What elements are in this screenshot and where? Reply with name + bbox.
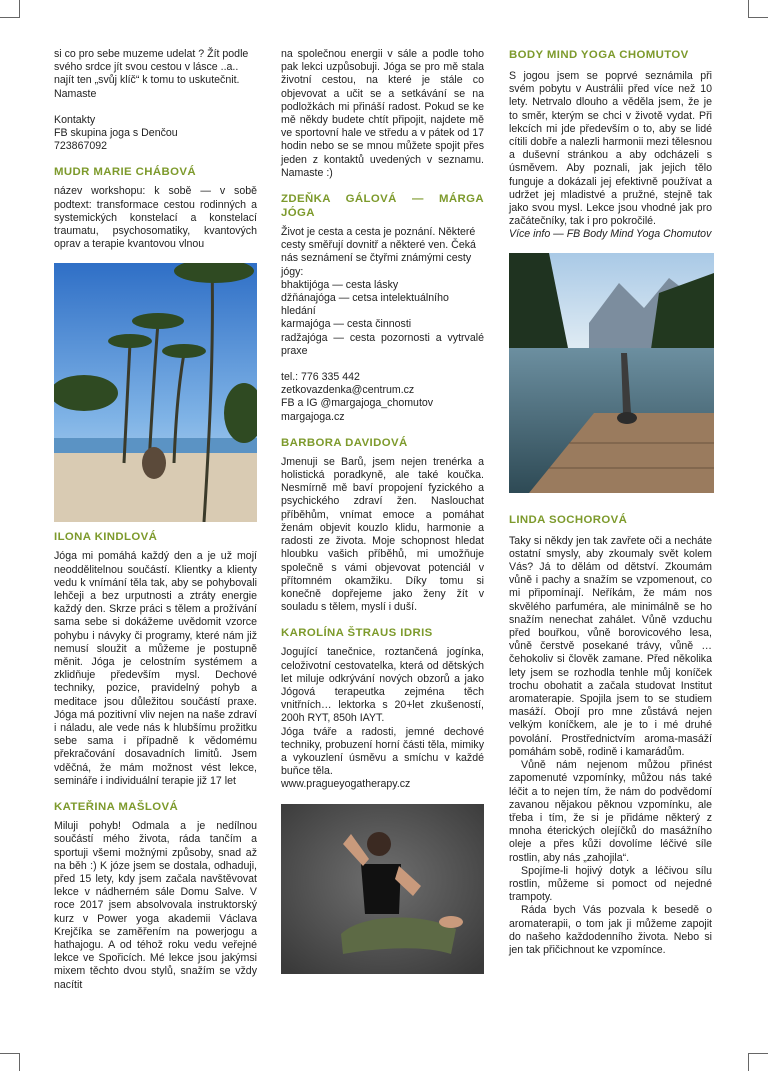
section-text-sochorova-3: Spojíme-li hojivý dotyk a léčivou sílu rostlin, můžeme si pomoct od nejedné trampoty. [509, 864, 712, 904]
column-2 [281, 48, 484, 974]
contact-web[interactable]: margajoga.cz [281, 410, 345, 423]
column-3 [509, 48, 712, 957]
section-text-davidova: Jmenuji se Barů, jsem nejen trenérka a holistická poradkyně, ale také koučka. Nesmírně mě baví propojení fyzického a psychického zdraví žen. Naslouchat příběhům, vnímat emoce a pomáhat ženám objevit kouzlo klidu, harmonie a radosti ze života. Moje schopnost hledat hloubku vašich příběhů, mi umožňuje společně s vámi objevovat potenciál v přítomném okamžiku. Díky tomu si konečně dopřejeme jako ženy žít v souladu s tělem, myslí i duší. [281, 455, 484, 614]
contacts-phone: 723867092 [54, 140, 108, 153]
section-text-body-mind-yoga: S jogou jsem se poprvé seznámila při svém pobytu v Austrálii před více než 10 lety. Netrvalo dlouho a věděla jsem, že je to směr, kterým se chci v životě vydat. Při lekcích mi jde především o to, aby se lidé cítili dobře a nalezli harmonii mezi tělesnou a duševní stránkou a aby odcházeli s úsměvem. Aby poznali, jak jejich tělo funguje a dokázali jej efektivně používat a udržet jej mladistvé a pružné, stejně tak jako svou mysl. Lekce jsou vhodné jak pro začátečníky, tak i pro pokročilé. [509, 70, 712, 228]
photo-palm-beach [54, 263, 257, 522]
yoga-path-item: bhaktijóga — cesta lásky [281, 278, 399, 291]
crop-mark [748, 1053, 749, 1071]
crop-mark [0, 17, 20, 18]
yoga-path-item: karmajóga — cesta činnosti [281, 318, 412, 331]
section-title-sochorova: LINDA SOCHOROVÁ [509, 513, 628, 526]
crop-mark [19, 0, 20, 18]
contacts-fb: FB skupina joga s Denčou [54, 127, 178, 140]
contact-phone: tel.: 776 335 442 [281, 371, 360, 384]
intro-end-text: si co pro sebe muzeme udelat ? Žít podle svého srdce jít svou cestou v lásce ..a.. najít ten „svůj klíč“ k tomu to uskutečnit. Namaste [54, 48, 249, 100]
contact-email[interactable]: zetkovazdenka@centrum.cz [281, 384, 415, 397]
yoga-path-item: džňánajóga — cetsa intelektuálního hledání [281, 292, 449, 318]
section-title-body-mind-yoga: BODY MIND YOGA CHOMUTOV [509, 49, 689, 61]
photo-yoga-pose-woman [281, 804, 484, 974]
yoga-path-item: radžajóga — cesta pozornosti a vytrvalé praxe [281, 331, 484, 357]
section-text-idris-1: Jogující tanečnice, roztančená jogínka, celoživotní cestovatelka, která od dětských let miluje odkrývání nových obzorů a jako Jógová terapeutka zejména těch vnitřních… lektorka s 20+let zkušeností, 200h RYT, 850h IAYT. [281, 646, 484, 725]
crop-mark [748, 0, 749, 18]
continued-text: na společnou energii v sále a podle toho pak lekci uzpůsobuji. Jóga se pro mě stala životní cestou, na které je stále co objevovat a učit se a setkávání se na podložkách mi přináší radost. Pokud se ke mě někdy budete chtít připojit, najdete mě ve sportovní hale ve středu a v pátek od 17 hodin nebo se se mnou můžete spojit přes jeden z kontaktů uvedených v seznamu. Namaste :) [281, 48, 484, 179]
section-text-maslova: Miluji pohyb! Odmala a je nedílnou součástí mého života, ráda tančím a sportuji všemi možnými způsoby, snad až na běh :) K józe jsem se dostala, odhaduji, před 15 lety, kdy jsem začala navštěvovat lekce v nádherném sále Domu Salve. V roce 2017 jsem absolvovala instruktorský kurz v Power yoga akademii Václava Krejčíka se zaměřením na powerjogu a hathajogu. A od téhož roku vedu veřejné lekce ve Spořicích. Mé lekce jsou jakýmsi mixem těchto dvou stylů, snažím se vždy nacítit [54, 820, 257, 991]
section-title-idris: KAROLÍNA ŠTRAUS IDRIS [281, 627, 433, 640]
contacts-heading: Kontakty [54, 113, 96, 126]
section-title-galova: ZDEŇKA GÁLOVÁ — MÁRGA JÓGA [281, 193, 484, 220]
section-text-kindlova: Jóga mi pomáhá každý den a je už mojí neoddělitelnou součástí. Klientky a klienty vedu k vnímání těla tak, aby se pohybovali lehčeji a bez urputnosti a ztráty energie každý den. Skrze práci s tělem a prožívání sama sebe si dokážeme uvědomit vzorce pohybu i návyky či programy, které nám již nemusí sloužit a můžeme je postupně měnit. Jóga je celostním systémem a zklidňuje především mysl. Dechové techniky, pozice, pravidelný pohyb a meditace jsou důležitou součástí praxe. Jóga má pozitivní vliv nejen na naše zdraví i náladu, ale vede nás k hlubšímu prožitku sebe sama i případně k vědomému překračování dosavadních limitů. Jsem vděčná, že mám možnost vést lekce, semináře i individuální terapie již 17 let [54, 550, 257, 787]
website-link[interactable]: www.pragueyogatherapy.cz [281, 778, 411, 791]
contact-social: FB a IG @margajoga_chomutov [281, 397, 434, 410]
section-text-idris-2: Jóga tváře a radosti, jemné dechové techniky, probuzení horní části těla, mimiky a vykouzlení úsměvu a smíchu v každé buňce těla. [281, 725, 484, 778]
section-title-maslova: KATEŘINA MAŠLOVÁ [54, 801, 179, 814]
section-text-galova: Život je cesta a cesta je poznání. Některé cesty směřují dovnitř a některé ven. Čeká nás seznámení se čtyřmi známými cesty jógy: [281, 226, 476, 278]
section-text-sochorova-2: Vůně nám nejenom můžou přinést zapomenuté vzpomínky, můžou nás také léčit a to nejen tím, že nám do podvědomí zavanou nějakou pěknou vzpomínku, ale třeba i tím, že si je přidáme některý z mnoha éterických olejíčků do masážního oleje a přes kůži dovolíme léčivé síle rostlin, aby nás „zahojila“. [509, 759, 712, 864]
section-title-kindlova: ILONA KINDLOVÁ [54, 531, 158, 544]
column-1 [54, 48, 257, 992]
crop-mark [748, 1053, 768, 1054]
photo-lake-pier-headstand [509, 253, 714, 493]
more-info: Více info — FB Body Mind Yoga Chomutov [509, 228, 712, 241]
section-text-sochorova-1: Taky si někdy jen tak zavřete oči a necháte ostatní smysly, aby zkoumaly svět kolem Vás? Já to dělám od dětství. Zkoumám vůně i pachy a snažím se vzpomenout, co mi připomínají. Neříkám, že mám nos skvělého parfuméra, ale minimálně se ho snažím nenechat zahálet. Vůně vzduchu před bouřkou, vůně borovicového lesa, vůně čerstvě posekané trávy, vůně … čehokoliv si člověk zamane. Před několika lety jsem se rozhodla tenhle můj koníček trochu obohatit a začala studovat Institut aromaterapie. Spojila jsem to se studiem masáží. Obojí pro mne zůstává nejen velkým koníčkem, ale je to i mé druhé povolání. Prostřednictvím aroma-masáží pomáhám sobě, rodině i kamarádům. [509, 534, 712, 758]
section-text-chabova: název workshopu: k sobě — v sobě podtext: transformace cestou rodinných a systemických konstelací a konstelací traumatu, psychosomatiky, kvantových oprav a terapie kvantovou vlnou [54, 185, 257, 251]
crop-mark [748, 17, 768, 18]
crop-mark [19, 1053, 20, 1071]
section-title-davidova: BARBORA DAVIDOVÁ [281, 436, 408, 449]
section-text-sochorova-4: Rádа bych Vás pozvala k besedě o aromaterapii, o tom jak ji můžeme zapojit do našeho každodenního života. Nebo si jen tak přičichnout ke vzpomínce. [509, 904, 712, 956]
section-title-chabova: MUDR MARIE CHÁBOVÁ [54, 166, 196, 179]
crop-mark [0, 1053, 20, 1054]
